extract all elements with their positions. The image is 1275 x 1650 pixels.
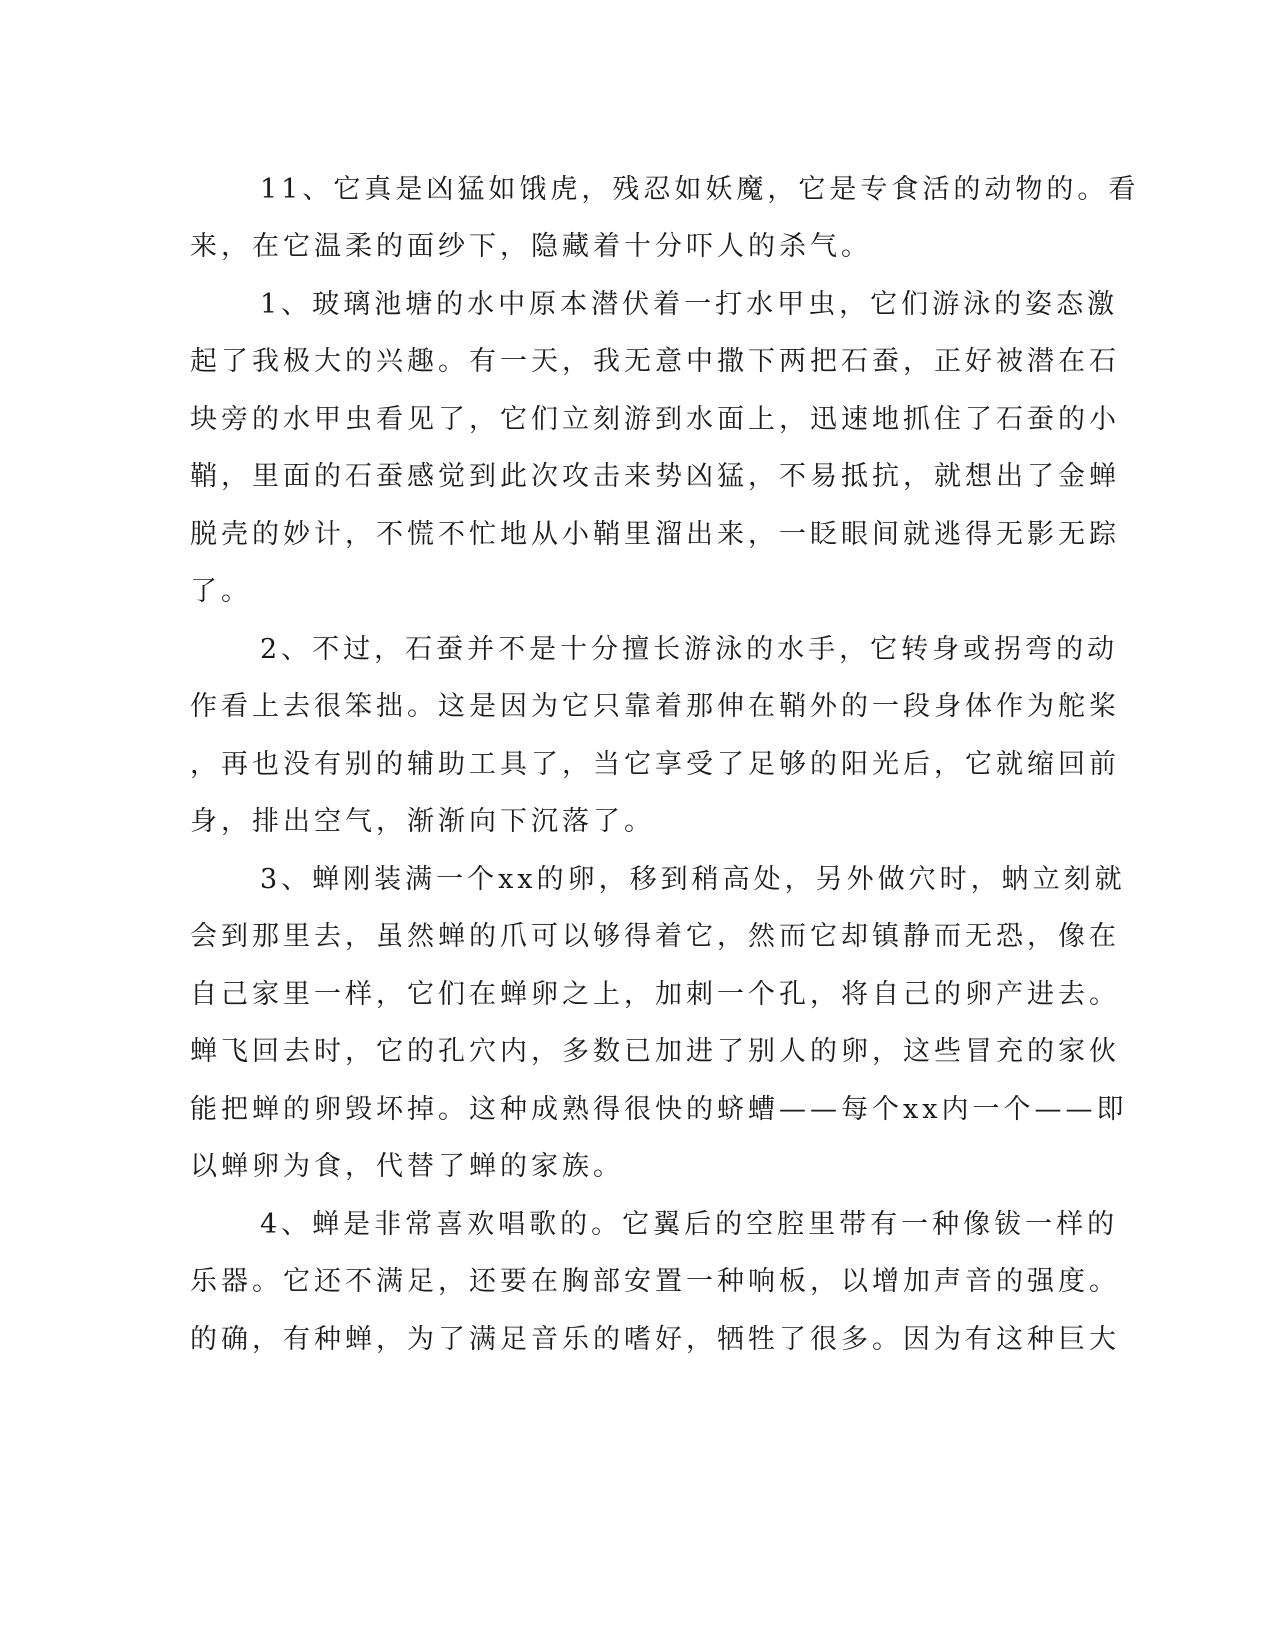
paragraph-11-line-1: 11、它真是凶猛如饿虎，残忍如妖魔，它是专食活的动物的。看 xyxy=(260,174,1140,205)
paragraph-3-line-6: 以蝉卵为食，代替了蝉的家族。 xyxy=(190,1151,624,1182)
paragraph-4-line-2: 乐器。它还不满足，还要在胸部安置一种响板，以增加声音的强度。 xyxy=(190,1266,1120,1297)
paragraph-3-line-3: 自己家里一样，它们在蝉卵之上，加刺一个孔，将自己的卵产进去。 xyxy=(190,979,1120,1010)
paragraph-1-line-4: 鞘，里面的石蚕感觉到此次攻击来势凶猛，不易抵抗，就想出了金蝉 xyxy=(190,461,1120,492)
paragraph-1-line-1: 1、玻璃池塘的水中原本潜伏着一打水甲虫，它们游泳的姿态激 xyxy=(260,289,1119,320)
paragraph-3-line-5: 能把蝉的卵毁坏掉。这种成熟得很快的蛴螬——每个xx内一个——即 xyxy=(190,1094,1128,1125)
paragraph-3-line-2: 会到那里去，虽然蝉的爪可以够得着它，然而它却镇静而无恐，像在 xyxy=(190,921,1120,952)
paragraph-4-line-3: 的确，有种蝉，为了满足音乐的嗜好，牺牲了很多。因为有这种巨大 xyxy=(190,1324,1120,1355)
paragraph-2-line-1: 2、不过，石蚕并不是十分擅长游泳的水手，它转身或拐弯的动 xyxy=(260,634,1119,665)
paragraph-2-line-3: ，再也没有别的辅助工具了，当它享受了足够的阳光后，它就缩回前 xyxy=(190,749,1120,780)
paragraph-2-line-2: 作看上去很笨拙。这是因为它只靠着那伸在鞘外的一段身体作为舵桨 xyxy=(190,691,1120,722)
paragraph-4-line-1: 4、蝉是非常喜欢唱歌的。它翼后的空腔里带有一种像钹一样的 xyxy=(260,1209,1119,1240)
paragraph-3-line-4: 蝉飞回去时，它的孔穴内，多数已加进了别人的卵，这些冒充的家伙 xyxy=(190,1036,1120,1067)
paragraph-11-line-2: 来，在它温柔的面纱下，隐藏着十分吓人的杀气。 xyxy=(190,231,872,262)
paragraph-1-line-5: 脱壳的妙计，不慌不忙地从小鞘里溜出来，一眨眼间就逃得无影无踪 xyxy=(190,519,1120,550)
paragraph-1-line-3: 块旁的水甲虫看见了，它们立刻游到水面上，迅速地抓住了石蚕的小 xyxy=(190,404,1120,435)
paragraph-1-line-6: 了。 xyxy=(190,576,252,607)
paragraph-1-line-2: 起了我极大的兴趣。有一天，我无意中撒下两把石蚕，正好被潜在石 xyxy=(190,346,1120,377)
paragraph-3-line-1: 3、蝉刚装满一个xx的卵，移到稍高处，另外做穴时，蚋立刻就 xyxy=(260,864,1126,895)
paragraph-2-line-4: 身，排出空气，渐渐向下沉落了。 xyxy=(190,806,655,837)
